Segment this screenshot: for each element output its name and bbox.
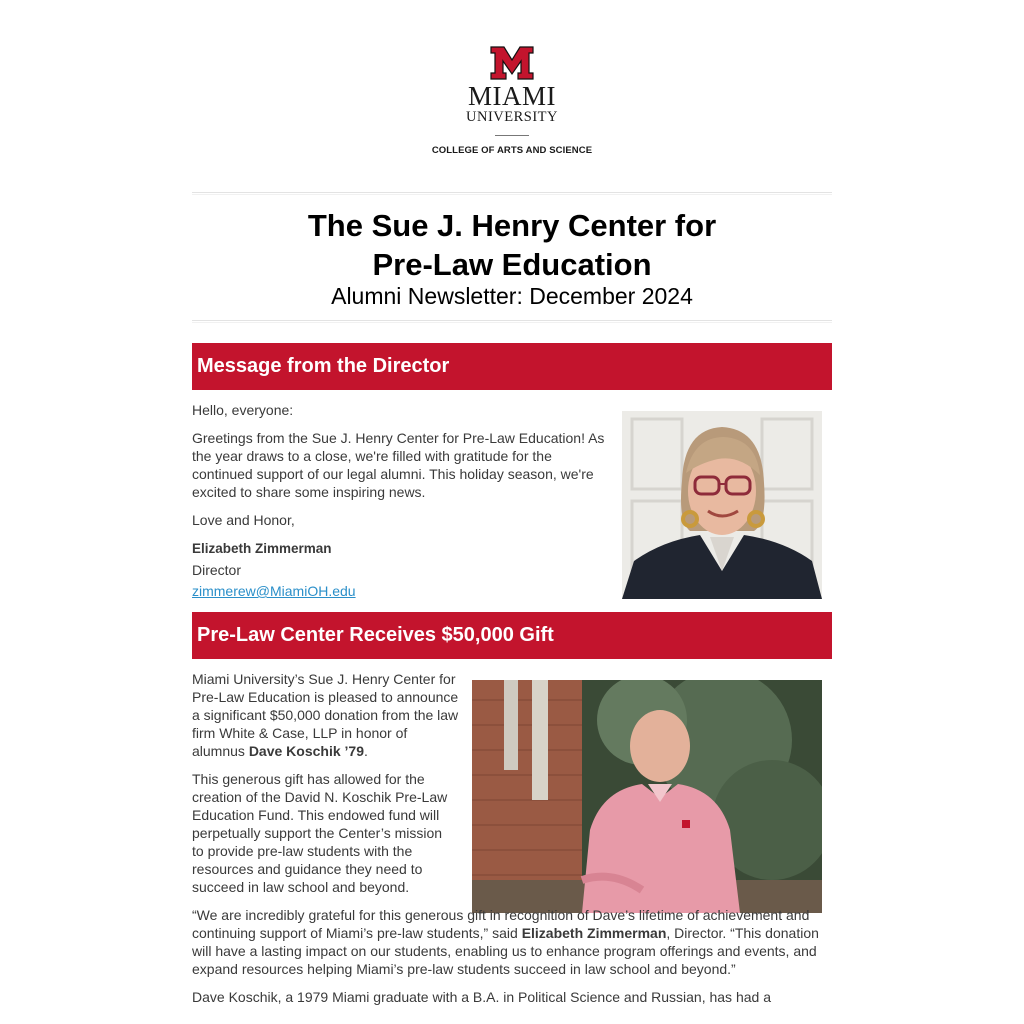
newsletter-subtitle: Alumni Newsletter: December 2024	[331, 283, 693, 309]
director-portrait-icon	[622, 411, 822, 599]
director-email-link[interactable]: zimmerew@MiamiOH.edu	[192, 583, 356, 599]
section-heading-gift: Pre-Law Center Receives $50,000 Gift	[192, 612, 832, 659]
top-divider	[192, 192, 832, 195]
greeting: Hello, everyone:	[192, 402, 294, 418]
director-message	[192, 401, 612, 600]
masthead-divider	[192, 320, 832, 323]
closing: Love and Honor,	[192, 512, 295, 528]
alumnus-portrait-icon	[472, 680, 822, 913]
gift-paragraph-2: This generous gift has allowed for the creation of the David N. Koschik Pre-Law Education Fund. This endowed fund will perpetually support the Center’s mission to provide pre-law students with the resources and guidance they need to succeed in law school and beyond.	[192, 771, 448, 895]
college-name: COLLEGE OF ARTS AND SCIENCE	[431, 145, 593, 156]
title-line-2: Pre-Law Education	[372, 247, 652, 282]
alumnus-name: Dave Koschik ’79	[248, 743, 364, 759]
alumnus-photo	[472, 680, 822, 913]
university-logo	[192, 46, 832, 156]
logo-wordmark: MIAMI	[468, 81, 556, 111]
director-name: Elizabeth Zimmerman	[192, 541, 332, 556]
director-photo	[622, 411, 822, 599]
section-heading-director: Message from the Director	[192, 343, 832, 390]
gift-quote	[192, 906, 832, 1006]
gift-paragraphs-left	[192, 670, 464, 896]
miami-m-logo-icon	[490, 46, 534, 80]
logo-divider	[495, 135, 529, 136]
quote-attribution-name: Elizabeth Zimmerman	[521, 925, 667, 941]
gift-paragraph-3: “We are incredibly grateful for this generous gift in recognition of Dave’s lifetime of achievement and continuing support of Miami’s pre-law students,” said Elizabeth Zimmerman, Director. “This donation will have a lasting impact on our students, enabling us to enhance program offerings and events, and expand resources helping Miami’s pre-law students succeed in law school and beyond.”	[192, 907, 819, 977]
gift-paragraph-4: Dave Koschik, a 1979 Miami graduate with a B.A. in Political Science and Russian, has had a	[192, 989, 771, 1005]
director-body: Greetings from the Sue J. Henry Center for Pre-Law Education! As the year draws to a close, we're filled with gratitude for the continued support of our legal alumni. This holiday season, we're excited to share some inspiring news.	[192, 430, 605, 500]
logo-subtitle: UNIVERSITY	[466, 109, 558, 125]
gift-paragraph-1: Miami University’s Sue J. Henry Center for Pre-Law Education is pleased to announce a significant $50,000 donation from the law firm White & Case, LLP in honor of alumnus Dave Koschik ’79.	[192, 671, 459, 759]
masthead	[192, 206, 832, 310]
title-line-1: The Sue J. Henry Center for	[307, 208, 717, 243]
director-title: Director	[192, 562, 242, 578]
